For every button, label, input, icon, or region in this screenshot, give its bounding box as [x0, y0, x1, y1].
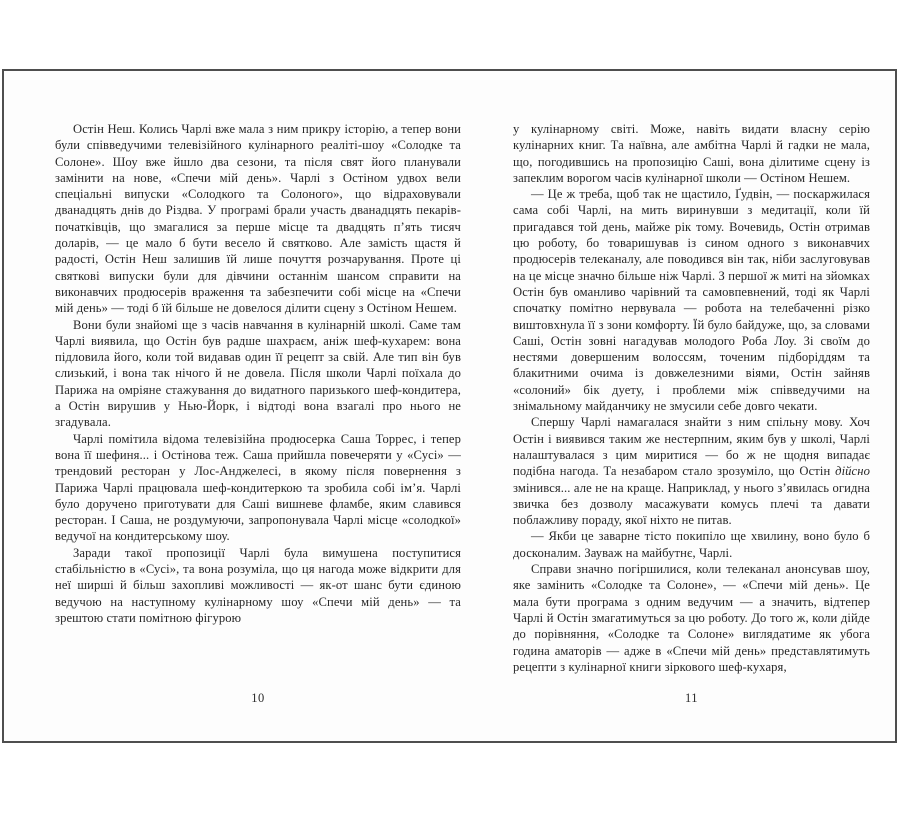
paragraph	[513, 561, 870, 675]
paragraph	[513, 121, 870, 186]
paragraph	[513, 528, 870, 561]
text-run: Спершу Чарлі намагалася знайти з ним спільну мову. Хоч Остін і виявився таким же нестерпним, яким був у школі, Чарлі налаштувалася з цим миритися — бо ж не щодня випадає подібна нагода. Та незабаром стало зрозуміло, що Остін	[513, 415, 870, 479]
text-run: Заради такої пропозиції Чарлі була вимушена поступитися стабільністю в «Сусі», та вона розуміла, що ця нагода може відкрити для неї ширші й більш захопливі можливості — як-от шанс бути єдиною ведучою на наступному кулінарному шоу «Спечи мій день» — та зрештою стати помітною фігурою	[55, 545, 461, 625]
text-run: — Це ж треба, щоб так не щастило, Ґудвін, — поскаржилася сама собі Чарлі, на мить виринувши з медитації, коли їй пригадався той день, майже рік тому. Вочевидь, Остін отримав цю роботу, бо товаришував із сином одного з виконавчих продюсерів телеканалу, але поводився він так, ніби заслуговував на це місце значно більше ніж Чарлі. З першої ж миті на зйомках Остін був оманливо чарівний та самовпевнений, тоді як Чарлі спочатку помітно нервувала — робота на телебаченні різко виштовхнула її з зони комфорту. Їй було байдуже, що, за словами Саші, Остін зовні нагадував молодого Роба Лоу. Зі своїм до нестями довершеним волоссям, точеним підборіддям та блакитними очима із довжелезними віями, Остін зайняв «солоний» бік дуету, і проблеми між співведучими на знімальному майданчику не змусили себе довго чекати.	[513, 187, 870, 414]
text-run: Вони були знайомі ще з часів навчання в кулінарній школі. Саме там Чарлі виявила, що Остін був радше шахраєм, аніж шеф-кухарем: вона підловила його, коли той видавав один її рецепт за свій. Але тип він був слизький, і вона так нічого й не довела. Після школи Чарлі поїхала до Парижа на омріяне стажування до видатного паризького шеф-кондитера, а Остін вирушив у Нью-Йорк, і відтоді вона взагалі про нього не згадувала.	[55, 317, 461, 430]
book-page-right	[513, 121, 870, 706]
page-right-text	[513, 121, 870, 681]
paragraph	[513, 186, 870, 414]
paragraph	[55, 545, 461, 626]
page-number-left: 10	[251, 691, 265, 705]
paragraph	[513, 414, 870, 528]
text-run: Справи значно погіршилися, коли телеканал анонсував шоу, яке замінить «Солодке та Солоне», — «Спечи мій день». Це мала бути програма з одним ведучим — а значить, відтепер Чарлі й Остін змагатимуться за цю роботу. До того ж, коли дійде до порівняння, «Солодке та Солоне» виглядатиме як убога година аматорів — адже в «Спечи мій день» представлятимуть рецепти з кулінарної книги зіркового шеф-кухаря,	[513, 562, 870, 674]
text-run: змінився... але не на краще. Наприклад, у нього з’явилась огидна звичка без дозволу масажувати комусь плечі та давати поблажливу пораду, якої ніхто не питав.	[513, 480, 870, 528]
paragraph	[55, 317, 461, 431]
page-left-text	[55, 121, 461, 681]
book-spread-scan	[2, 69, 897, 743]
paragraph	[55, 121, 461, 317]
text-run: Чарлі помітила відома телевізійна продюсерка Саша Торрес, і тепер вона її шефиня... і Остінова теж. Саша прийшла повечеряти у «Сусі» — трендовий ресторан у Лос-Анджелесі, в якому після повернення з Парижа Чарлі працювала шеф-кондитеркою та зробила собі ім’я. Чарлі було доручено приготувати для Саші вишневе фламбе, яким славився ресторан. І Саша, не роздумуючи, запропонувала Чарлі місце «солодкої» ведучої на кондитерському шоу.	[55, 431, 461, 544]
paragraph	[55, 431, 461, 545]
page-number-right: 11	[684, 691, 699, 705]
book-page-left	[55, 121, 461, 706]
text-run: у кулінарному світі. Може, навіть видати власну серію кулінарних книг. Та наївна, але амбітна Чарлі й гадки не мала, що, погодившись на пропозицію Саші, вона ділитиме сцену із запеклим ворогом часів кулінарної школи — Остіном Нешем.	[513, 122, 870, 185]
italic-text-run: дійсно	[835, 464, 870, 479]
text-run: — Якби це заварне тісто покипіло ще хвилину, воно було б досконалим. Зауваж на майбутнє, Чарлі.	[513, 529, 870, 560]
text-run: Остін Неш. Колись Чарлі вже мала з ним прикру історію, а тепер вони були співведучими телевізійного кулінарного реаліті-шоу «Солодке та Солоне». Шоу вже йшло два сезони, та після свят його планували замінити на нове, «Спечи мій день». Чарлі з Остіном удвох вели спеціальні випуски «Солодкого та Солоного», що відраховували дванадцять днів до Різдва. У програмі брали участь дванадцять пекарів-початківців, що змагалися за перше місце та двадцять п’ять тисяч доларів, — це мало б бути весело й святково. Але замість щастя й радості, Остін Неш залишив їй лише почуття розчарування. Проте ці святкові випуски були для дівчини останнім шансом справити на виконавчих продюсерів враження та забезпечити собі місце на «Спечи мій день» — тоді б їй більше не довелося ділити сцену з Остіном Нешем.	[55, 122, 461, 316]
